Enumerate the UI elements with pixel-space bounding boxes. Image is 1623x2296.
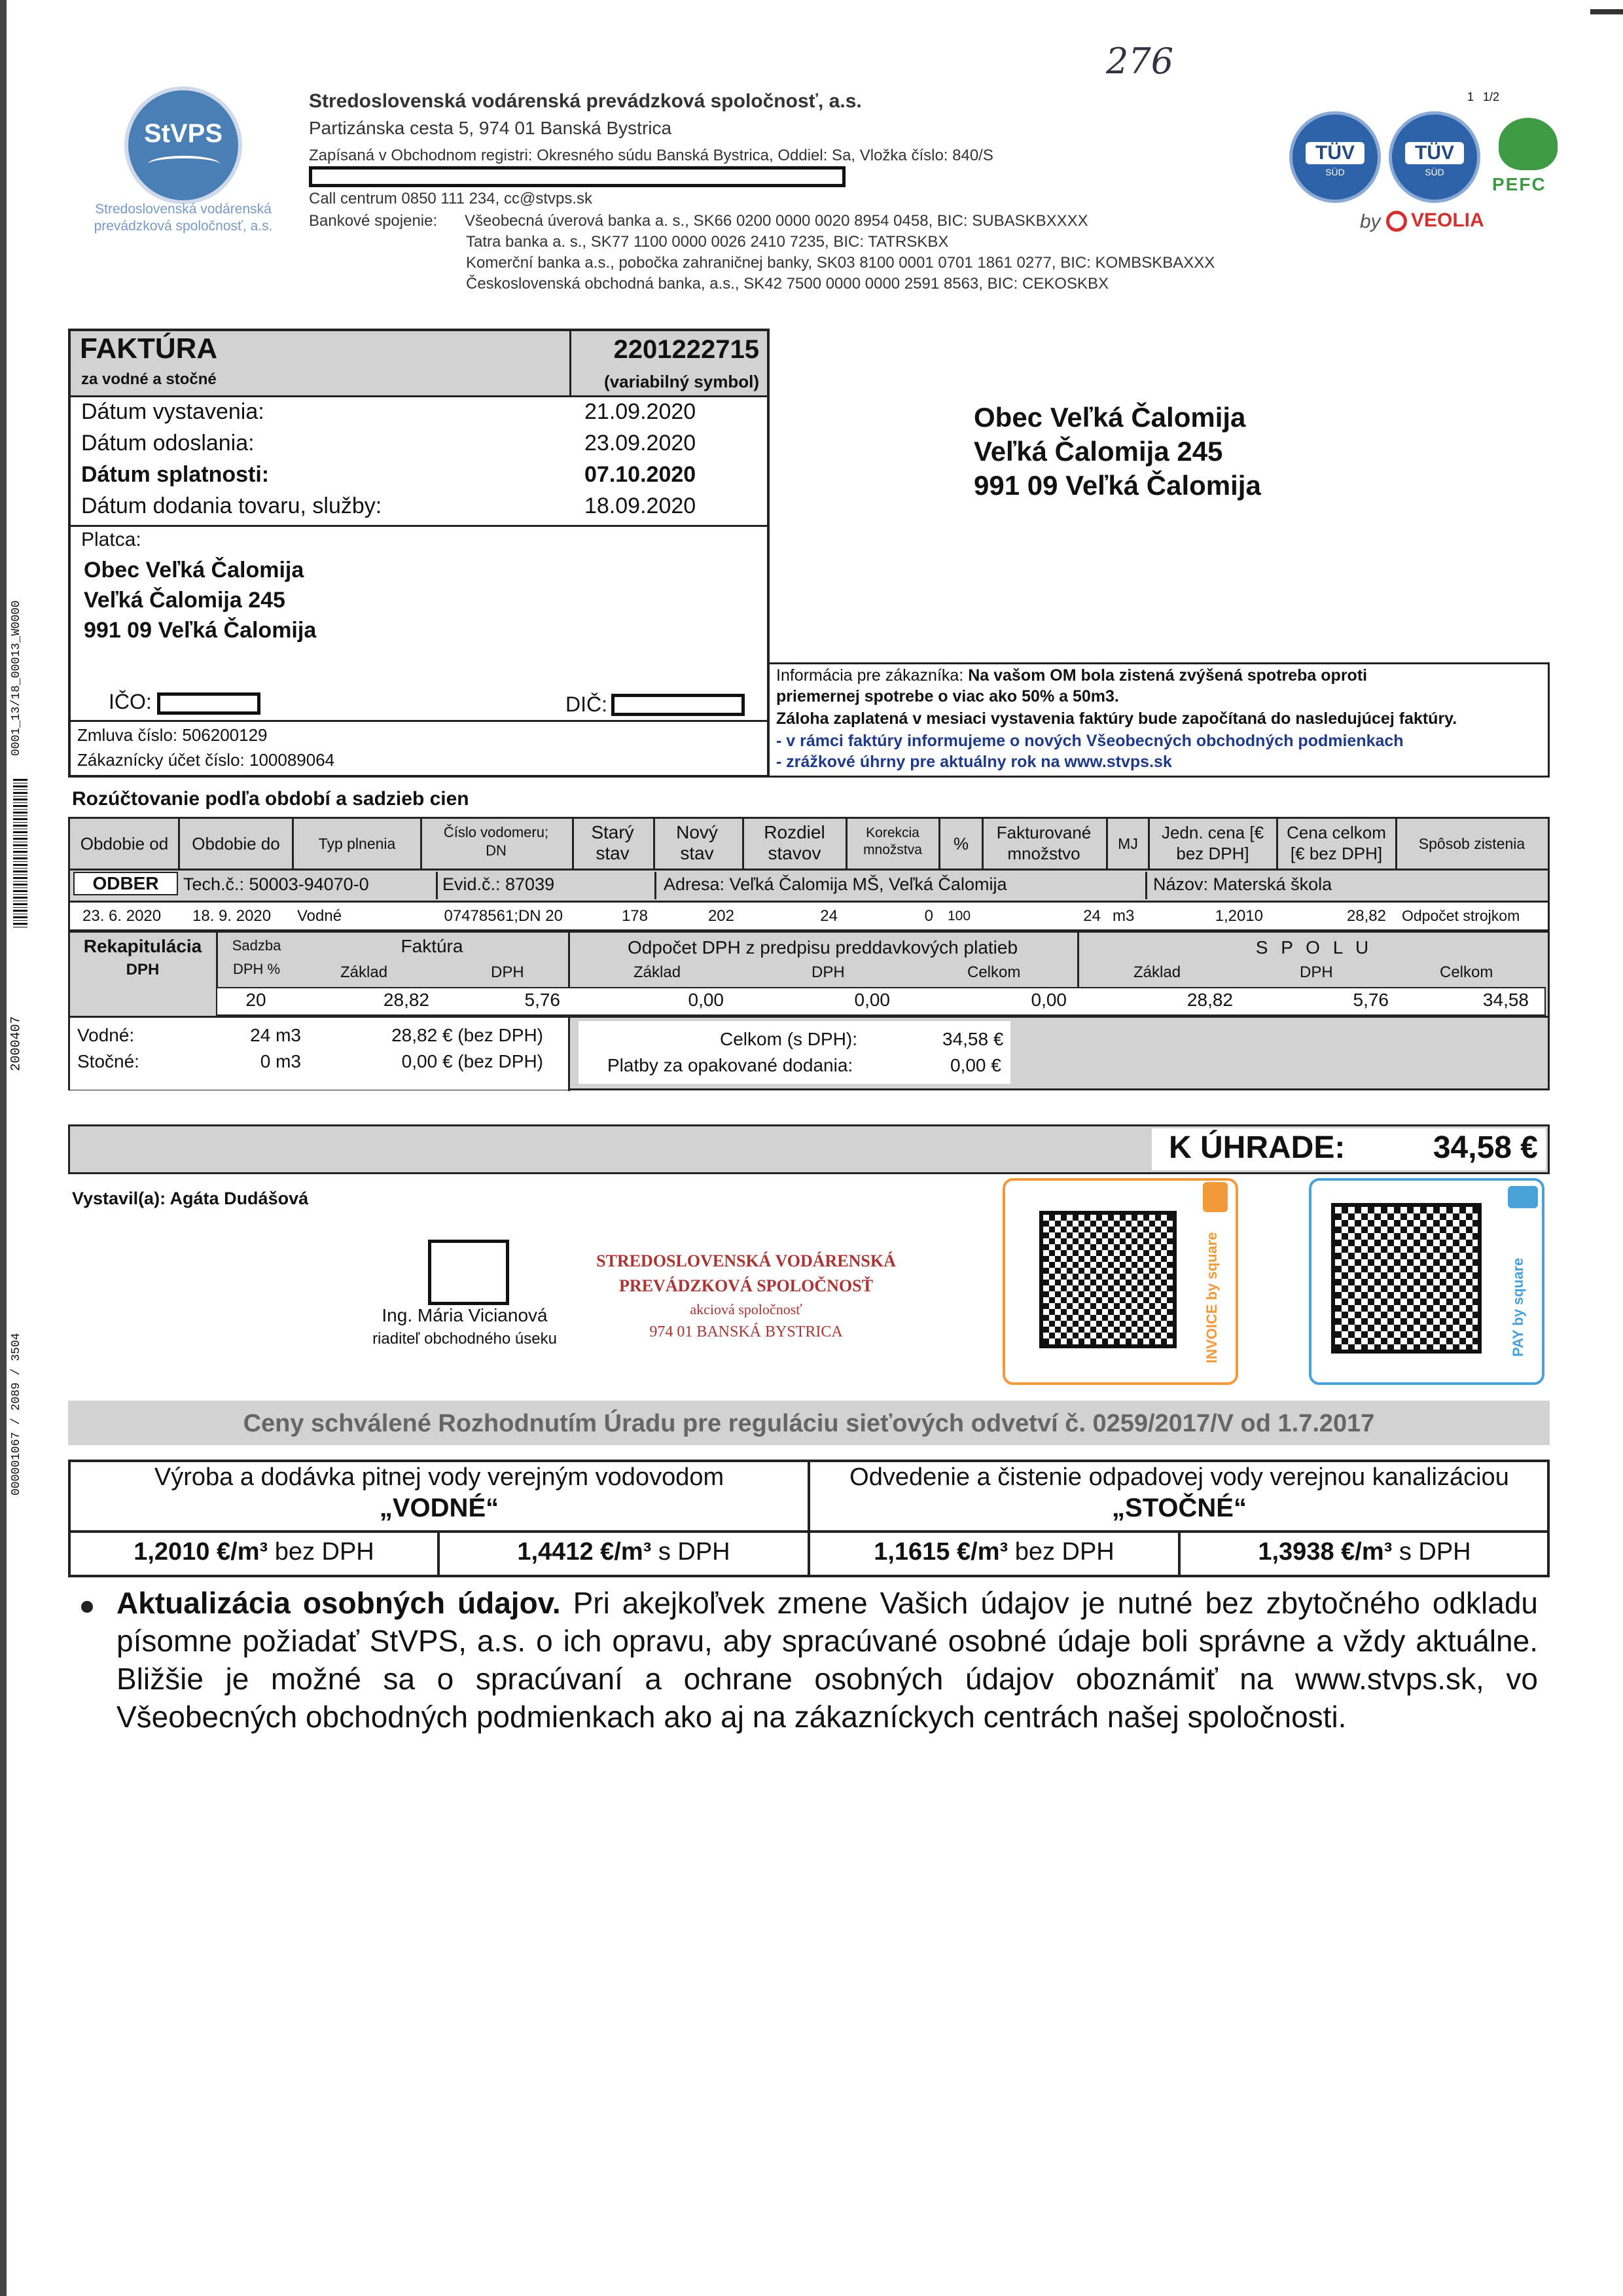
signer-role: riaditeľ obchodného úseku bbox=[372, 1330, 557, 1348]
stamp-line-4: 974 01 BANSKÁ BYSTRICA bbox=[649, 1323, 843, 1340]
recap-total-2: Celkom bbox=[967, 963, 1021, 981]
water-price-gross-value: 1,4412 €/m³ bbox=[517, 1538, 652, 1566]
recap-advance-total: 0,00 bbox=[1031, 990, 1067, 1010]
signer-name: Ing. Mária Vicianová bbox=[382, 1305, 548, 1325]
stamp-line-1: STREDOSLOVENSKÁ VODÁRENSKÁ bbox=[596, 1251, 896, 1270]
invoice-subtitle: za vodné a stočné bbox=[81, 370, 217, 388]
invoice-divider bbox=[71, 395, 767, 397]
row-period-from: 23. 6. 2020 bbox=[82, 907, 162, 925]
water-price-name: „VODNÉ“ bbox=[379, 1494, 499, 1522]
customer-account: Zákaznícky účet číslo: 100089064 bbox=[77, 750, 335, 770]
delivery-date: 18.09.2020 bbox=[584, 493, 696, 518]
company-name: Stredoslovenská vodárenská prevádzková spoločnosť, a.s. bbox=[309, 90, 862, 112]
info-line-2: priemernej spotrebe o viac ako 50% a 50m3. bbox=[776, 687, 1119, 706]
header-total-price: Cena celkom [€ bez DPH] bbox=[1287, 823, 1386, 863]
col-div bbox=[1148, 819, 1150, 869]
col-div bbox=[982, 819, 984, 869]
notice-text: Pri akejkoľvek zmene Vašich údajov je nutné bez zbytočného odkladu písomne požiadať StVPS, a.s. o ich opravu, aby spracúvané osobné údaje boli správne a vždy aktuálne. Bližšie je možné sa o spracúvaní a ochrane osobných údajov oboznámiť na www.stvps.sk, vo Všeobecných obchodných podmienkach ako aj na zákazníckych centrách našej spoločnosti. bbox=[116, 1586, 1539, 1734]
row-type: Vodné bbox=[297, 907, 342, 925]
pay-qr-label: PAY by square bbox=[1510, 1257, 1526, 1357]
bank-label: Bankové spojenie: bbox=[309, 212, 438, 230]
row-unit: m3 bbox=[1113, 907, 1135, 925]
water-price-title: Výroba a dodávka pitnej vody verejným vodovodom bbox=[154, 1463, 724, 1491]
recap-advance-base: 0,00 bbox=[688, 990, 724, 1010]
contract-number: Zmluva číslo: 506200129 bbox=[77, 725, 268, 745]
recap-total-total: 34,58 bbox=[1482, 990, 1529, 1010]
payer-line-1: Obec Veľká Čalomija bbox=[84, 558, 304, 583]
payer-line-2: Veľká Čalomija 245 bbox=[84, 588, 285, 613]
payer-label: Platca: bbox=[81, 529, 141, 550]
tuv-badge-2 bbox=[1389, 111, 1480, 203]
col-div bbox=[1395, 819, 1397, 869]
header-correction: Korekcia množstva bbox=[863, 825, 922, 857]
water-amount: 28,82 € (bez DPH) bbox=[391, 1025, 543, 1045]
contract-divider bbox=[71, 720, 767, 722]
variable-symbol-label: (variabilný symbol) bbox=[604, 372, 759, 391]
recap-label-1: Rekapitulácia bbox=[83, 936, 202, 956]
sewer-price-gross-suffix: s DPH bbox=[1392, 1538, 1471, 1566]
issue-date-label: Dátum vystavenia: bbox=[81, 399, 264, 424]
consumption-place: Názov: Materská škola bbox=[1153, 874, 1332, 894]
row-method: Odpočet strojkom bbox=[1402, 907, 1520, 924]
sewer-price-net-suffix: bez DPH bbox=[1008, 1538, 1115, 1566]
tuv-text-2: TÜV bbox=[1405, 142, 1464, 164]
due-date: 07.10.2020 bbox=[584, 462, 696, 487]
evid-number: Evid.č.: 87039 bbox=[442, 874, 555, 894]
water-price-gross-suffix: s DPH bbox=[651, 1538, 730, 1566]
recipient-line-2: Veľká Čalomija 245 bbox=[974, 436, 1223, 467]
margin-batch: 2000407 bbox=[9, 1016, 24, 1071]
company-address: Partizánska cesta 5, 974 01 Banská Bystrica bbox=[309, 118, 672, 138]
recap-base-2: Základ bbox=[633, 963, 681, 981]
recap-label-2: DPH bbox=[126, 961, 160, 978]
pefc-label: PEFC bbox=[1492, 174, 1546, 194]
page-number: 1/2 bbox=[1483, 90, 1500, 103]
pay-qr-code bbox=[1331, 1203, 1482, 1354]
water-price-net bbox=[71, 1538, 437, 1566]
due-date-label: Dátum splatnosti: bbox=[81, 462, 270, 487]
bank-3: Komerční banka a.s., pobočka zahraničnej banky, SK03 8100 0001 0701 1861 0277, BIC: KOMBSKBAXXX bbox=[466, 254, 1215, 272]
margin-page-code: 000001067 / 2089 / 3504 bbox=[10, 1333, 23, 1496]
header-unit-price: Jedn. cena [€ bez DPH] bbox=[1161, 823, 1264, 863]
col-div bbox=[653, 819, 655, 869]
recap-total-label: S P O L U bbox=[1255, 937, 1373, 958]
recap-total-vat: 5,76 bbox=[1353, 990, 1389, 1010]
recap-invoice-base: 28,82 bbox=[383, 990, 429, 1010]
header-meter: Číslo vodomeru; DN bbox=[443, 824, 549, 859]
logo-caption-2: prevádzková spoločnosť, a.s. bbox=[94, 219, 273, 234]
invoice-qr-code bbox=[1039, 1211, 1177, 1348]
invoice-number: 2201222715 bbox=[613, 335, 759, 364]
water-label: Vodné: bbox=[77, 1025, 135, 1045]
row-meter: 07478561;DN 20 bbox=[444, 907, 563, 925]
veolia-icon bbox=[1386, 211, 1407, 232]
scan-edge-top bbox=[1590, 9, 1623, 14]
header-diff: Rozdiel stavov bbox=[764, 822, 825, 863]
info-bold: Na vašom OM bola zistená zvýšená spotreba oproti bbox=[968, 666, 1368, 685]
tuv-sub-2: SÜD bbox=[1425, 167, 1444, 177]
summary-div bbox=[568, 1018, 570, 1090]
water-price-gross bbox=[440, 1538, 808, 1566]
info-line-1 bbox=[776, 666, 1367, 685]
invoice-title: FAKTÚRA bbox=[80, 332, 218, 365]
row-correction: 0 bbox=[924, 907, 933, 925]
row-percent: 100 bbox=[948, 908, 971, 924]
logo-text: StVPS bbox=[143, 119, 223, 148]
tuv-sub-1: SÜD bbox=[1325, 167, 1345, 177]
row-total-price: 28,82 bbox=[1346, 907, 1386, 925]
delivery-date-label: Dátum dodania tovaru, služby: bbox=[81, 493, 382, 518]
margin-barcode bbox=[13, 779, 27, 929]
sewer-amount: 0,00 € (bez DPH) bbox=[401, 1051, 543, 1071]
payer-divider bbox=[71, 525, 767, 527]
info-line-5[interactable]: - zrážkové úhrny pre aktuálny rok na www.stvps.sk bbox=[776, 753, 1172, 771]
row-period-to: 18. 9. 2020 bbox=[192, 907, 272, 925]
issuer: Vystavil(a): Agáta Dudášová bbox=[72, 1189, 309, 1208]
water-qty: 24 m3 bbox=[250, 1025, 301, 1045]
odber-div bbox=[1145, 872, 1147, 899]
recap-advance-label: Odpočet DPH z predpisu preddavkových platieb bbox=[627, 937, 1018, 958]
sewer-price-net bbox=[810, 1538, 1178, 1566]
header-new: Nový stav bbox=[676, 822, 718, 863]
recap-rate-label-2: DPH % bbox=[232, 961, 281, 977]
odber-div bbox=[654, 872, 656, 899]
row-unit-price: 1,2010 bbox=[1215, 907, 1263, 925]
recap-vat-1: DPH bbox=[491, 963, 524, 981]
row-diff: 24 bbox=[820, 907, 838, 925]
recap-advance-vat: 0,00 bbox=[854, 990, 890, 1010]
scan-edge bbox=[0, 0, 7, 2296]
stamp-line-3: akciová spoločnosť bbox=[690, 1301, 802, 1318]
col-div bbox=[420, 819, 422, 869]
billing-odber-divider bbox=[70, 901, 1548, 903]
recap-invoice-vat: 5,76 bbox=[524, 990, 560, 1010]
bank-2: Tatra banka a. s., SK77 1100 0000 0026 2410 7235, BIC: TATRSKBX bbox=[466, 233, 949, 251]
col-div bbox=[1276, 819, 1278, 869]
sewer-price-gross-value: 1,3938 €/m³ bbox=[1258, 1538, 1393, 1566]
sewer-qty: 0 m3 bbox=[260, 1051, 301, 1071]
info-label: Informácia pre zákazníka: bbox=[776, 666, 969, 685]
recap-invoice-label: Faktúra bbox=[401, 936, 463, 956]
header-type: Typ plnenia bbox=[318, 835, 396, 852]
handwritten-number: 276 bbox=[1106, 41, 1174, 82]
sewer-price-net-value: 1,1615 €/m³ bbox=[874, 1538, 1008, 1566]
sent-date: 23.09.2020 bbox=[584, 431, 696, 456]
recap-vat-2: DPH bbox=[812, 963, 845, 981]
header-period-from: Obdobie od bbox=[80, 834, 169, 853]
company-registry: Zapísaná v Obchodnom registri: Okresného súdu Banská Bystrica, Oddiel: Sa, Vložka číslo: 840/S bbox=[309, 147, 993, 164]
logo-caption-1: Stredoslovenská vodárenská bbox=[95, 202, 272, 217]
redacted-field bbox=[309, 166, 846, 187]
header-method: Spôsob zistenia bbox=[1418, 835, 1525, 852]
info-line-3: Záloha zaplatená v mesiaci vystavenia faktúry bude započítaná do nasledujúcej faktúry. bbox=[776, 709, 1457, 728]
invoice-qr-label: INVOICE by square bbox=[1204, 1232, 1220, 1363]
bullet-icon bbox=[81, 1601, 93, 1613]
row-billed: 24 bbox=[1083, 907, 1101, 925]
veolia-label: VEOLIA bbox=[1411, 209, 1484, 231]
sent-date-label: Dátum odoslania: bbox=[81, 431, 255, 456]
billing-title: Rozúčtovanie podľa období a sadzieb cien bbox=[72, 788, 469, 810]
dic-label: DIČ: bbox=[565, 692, 607, 716]
sewer-price-name: „STOČNÉ“ bbox=[1112, 1494, 1247, 1522]
due-label: K ÚHRADE: bbox=[1169, 1130, 1346, 1165]
recap-base-1: Základ bbox=[340, 963, 388, 981]
info-line-4[interactable]: - v rámci faktúry informujeme o nových Všeobecných obchodných podmienkach bbox=[776, 732, 1404, 750]
header-old: Starý stav bbox=[591, 822, 634, 863]
personal-data-notice bbox=[116, 1584, 1538, 1736]
odber-div bbox=[436, 872, 438, 899]
row-old: 178 bbox=[621, 907, 648, 925]
dic-redacted bbox=[611, 694, 745, 716]
wave-icon bbox=[148, 156, 220, 173]
due-value: 34,58 € bbox=[1433, 1130, 1538, 1165]
recap-base-3: Základ bbox=[1133, 963, 1181, 981]
col-div bbox=[742, 819, 744, 869]
pay-icon bbox=[1508, 1186, 1538, 1208]
sewer-label: Stočné: bbox=[77, 1051, 139, 1071]
payer-line-3: 991 09 Veľká Čalomija bbox=[84, 618, 317, 643]
col-div bbox=[572, 819, 574, 869]
recipient-line-3: 991 09 Veľká Čalomija bbox=[974, 470, 1261, 501]
total-with-vat-value: 34,58 € bbox=[942, 1029, 1004, 1049]
call-center: Call centrum 0850 111 234, cc@stvps.sk bbox=[309, 190, 593, 207]
water-price-net-value: 1,2010 €/m³ bbox=[134, 1538, 268, 1566]
header-unit: MJ bbox=[1118, 835, 1138, 852]
recap-rate-label-1: Sadzba bbox=[232, 937, 281, 954]
recap-total-3: Celkom bbox=[1440, 963, 1493, 981]
repeat-payments-value: 0,00 € bbox=[950, 1055, 1001, 1075]
col-div bbox=[846, 819, 847, 869]
tuv-text-1: TÜV bbox=[1306, 142, 1364, 164]
header-billed: Fakturované množstvo bbox=[996, 823, 1092, 863]
tech-number: Tech.č.: 50003-94070-0 bbox=[183, 874, 369, 894]
recap-rate: 20 bbox=[245, 990, 266, 1010]
repeat-payments-label: Platby za opakované dodania: bbox=[607, 1055, 853, 1075]
bank-4: Československá obchodná banka, a.s., SK42 7500 0000 0000 2591 8563, BIC: CEKOSKBX bbox=[466, 275, 1109, 293]
tuv-badge-1 bbox=[1289, 111, 1381, 203]
invoice-title-divider bbox=[569, 331, 571, 395]
prices-row-div bbox=[71, 1530, 1547, 1533]
notice-title: Aktualizácia osobných údajov. bbox=[116, 1586, 561, 1620]
stvps-logo bbox=[124, 86, 242, 204]
consumption-address: Adresa: Veľká Čalomija MŠ, Veľká Čalomija bbox=[664, 874, 1007, 894]
header-period-to: Obdobie do bbox=[192, 834, 280, 853]
page-marker: 1 bbox=[1467, 90, 1474, 103]
prices-title: Ceny schválené Rozhodnutím Úradu pre reguláciu sieťových odvetví č. 0259/2017/V od 1.7.2017 bbox=[243, 1410, 1375, 1437]
ico-redacted bbox=[157, 692, 260, 715]
recipient-line-1: Obec Veľká Čalomija bbox=[974, 402, 1246, 433]
issue-date: 21.09.2020 bbox=[584, 399, 696, 424]
invoice-icon bbox=[1203, 1182, 1228, 1212]
water-price-net-suffix: bez DPH bbox=[268, 1538, 374, 1566]
stamp-line-2: PREVÁDZKOVÁ SPOLOČNOSŤ bbox=[619, 1276, 873, 1295]
ico-label: IČO: bbox=[109, 690, 152, 713]
header-percent: % bbox=[953, 834, 969, 853]
odber-label: ODBER bbox=[73, 872, 178, 895]
pay-qr-frame bbox=[1309, 1178, 1544, 1385]
sewer-price-title: Odvedenie a čistenie odpadovej vody verejnou kanalizáciou bbox=[849, 1463, 1509, 1491]
bank-1: Všeobecná úverová banka a. s., SK66 0200 0000 0020 8954 0458, BIC: SUBASKBXXXX bbox=[465, 212, 1088, 230]
recap-vat-3: DPH bbox=[1300, 963, 1333, 981]
recap-total-base: 28,82 bbox=[1186, 990, 1233, 1010]
by-label: by bbox=[1360, 211, 1381, 232]
sewer-price-gross bbox=[1181, 1538, 1548, 1566]
row-new: 202 bbox=[707, 907, 734, 925]
total-with-vat-label: Celkom (s DPH): bbox=[720, 1029, 858, 1049]
signature-box bbox=[428, 1240, 509, 1305]
pefc-tree-icon bbox=[1499, 118, 1558, 170]
margin-code: 0001_13/18_00013_W0000 bbox=[10, 600, 23, 756]
